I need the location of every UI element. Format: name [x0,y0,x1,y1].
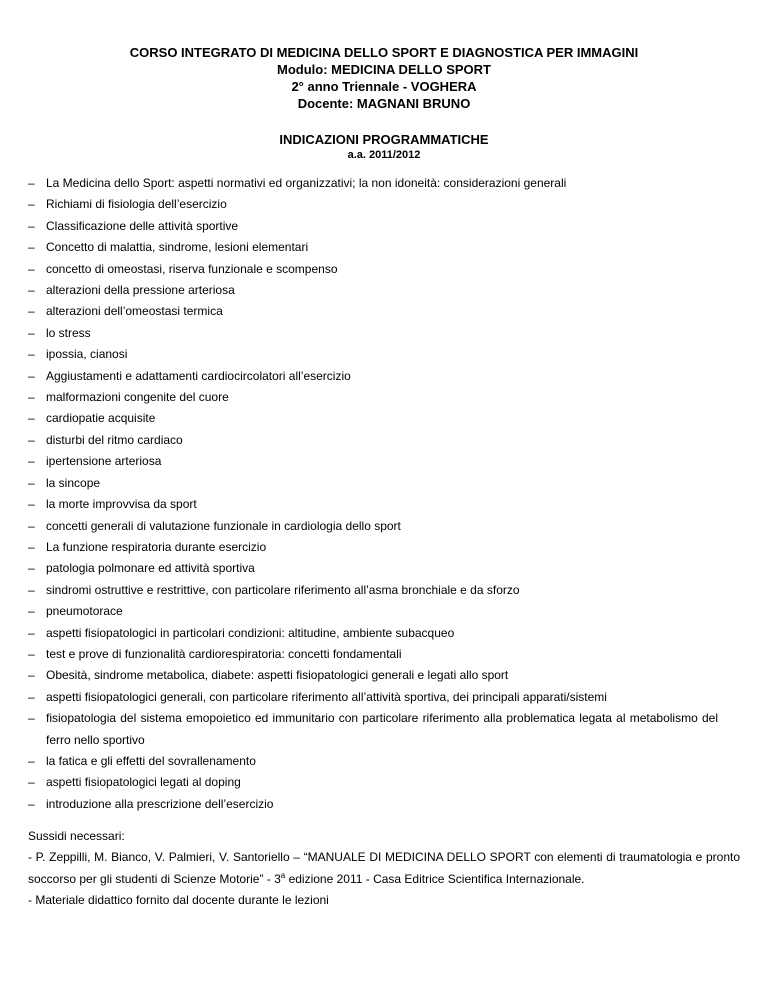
textbook-reference-text: - P. Zeppilli, M. Bianco, V. Palmieri, V. Santoriello – “MANUALE DI MEDICINA DELLO SPORT con elementi di traumatologia e pronto soccorso per gli studenti di Scienze Motorie” - 3 [28,850,740,886]
dash-bullet: – [28,518,35,533]
list-item-text: patologia polmonare ed attività sportiva [46,561,255,576]
list-item-text: La funzione respiratoria durante esercizio [46,539,267,554]
teacher-name: Docente: MAGNANI BRUNO [297,96,471,111]
course-header [0,44,768,112]
list-item-text: La Medicina dello Sport: aspetti normativi ed organizzativi; la non idoneità: considerazioni generali [46,176,567,190]
topic-list [28,173,718,815]
list-item-text: alterazioni della pressione arteriosa [46,283,235,298]
dash-bullet: – [28,432,35,447]
list-item-text: alterazioni dell’omeostasi termica [46,304,223,319]
textbook-reference [28,847,740,890]
list-item [28,558,718,579]
dash-bullet: – [28,390,35,405]
list-item [28,259,718,280]
list-item-text: aspetti fisiopatologici generali, con particolare riferimento all’attività sportiva, dei principali apparati/sistemi [46,689,607,704]
dash-bullet: – [28,646,35,661]
dash-bullet: – [28,240,35,255]
list-item [28,323,718,344]
dash-bullet: – [28,775,35,790]
list-item [28,408,718,429]
list-item-text: Obesità, sindrome metabolica, diabete: aspetti fisiopatologici generali e legati allo sport [46,668,509,683]
dash-bullet: – [28,261,35,276]
list-item [28,366,718,387]
list-item-text: Classificazione delle attività sportive [46,218,239,233]
academic-year: a.a. 2011/2012 [347,149,421,161]
list-item [28,623,718,644]
dash-bullet: – [28,475,35,490]
list-item [28,537,718,558]
list-item [28,430,718,451]
list-item-text: introduzione alla prescrizione dell’esercizio [46,796,274,811]
list-item [28,237,718,258]
list-item-text: cardiopatie acquisite [46,411,156,426]
list-item-text: ipertensione arteriosa [46,454,162,469]
list-item [28,344,718,365]
list-item [28,772,718,793]
teaching-material-reference: - Materiale didattico fornito dal docente durante le lezioni [28,893,329,908]
resources-section [28,826,740,912]
list-item-text: la morte improvvisa da sport [46,497,197,512]
edition-superscript: a [280,870,286,880]
list-item-text: malformazioni congenite del cuore [46,390,229,405]
list-item [28,687,718,708]
dash-bullet: – [28,582,35,597]
list-item [28,173,718,194]
list-item [28,280,718,301]
dash-bullet: – [28,753,35,768]
list-item-text: Aggiustamenti e adattamenti cardiocircolatori all’esercizio [46,368,351,383]
list-item [28,194,718,215]
list-item-text: test e prove di funzionalità cardiorespiratoria: concetti fondamentali [46,646,402,661]
dash-bullet: – [28,497,35,512]
list-item [28,494,718,515]
dash-bullet: – [28,325,35,340]
list-item [28,665,718,686]
list-item [28,301,718,322]
list-item-text: aspetti fisiopatologici in particolari condizioni: altitudine, ambiente subacqueo [46,625,455,640]
list-item [28,644,718,665]
list-item [28,451,718,472]
year-location: 2° anno Triennale - VOGHERA [291,79,477,94]
list-item [28,794,718,815]
dash-bullet: – [28,176,35,190]
dash-bullet: – [28,347,35,362]
dash-bullet: – [28,368,35,383]
dash-bullet: – [28,218,35,233]
dash-bullet: – [28,796,35,811]
list-item-text: la fatica e gli effetti del sovrallenamento [46,753,256,768]
course-title: CORSO INTEGRATO DI MEDICINA DELLO SPORT E DIAGNOSTICA PER IMMAGINI [129,45,639,60]
list-item [28,216,718,237]
module-title: Modulo: MEDICINA DELLO SPORT [277,62,491,77]
resources-heading: Sussidi necessari: [28,829,125,843]
list-item [28,473,718,494]
program-subheader [0,131,768,163]
list-item [28,708,718,751]
dash-bullet: – [28,454,35,469]
list-item-text: fisiopatologia del sistema emopoietico ed immunitario con particolare riferimento alla problematica legata al metabolismo del ferro nello sportivo [46,711,718,747]
list-item-text: Richiami di fisiologia dell’esercizio [46,197,227,212]
dash-bullet: – [28,539,35,554]
dash-bullet: – [28,304,35,319]
list-item [28,580,718,601]
dash-bullet: – [28,561,35,576]
dash-bullet: – [28,411,35,426]
list-item-text: pneumotorace [46,604,123,619]
list-item-text: disturbi del ritmo cardiaco [46,432,183,447]
list-item-text: lo stress [46,325,91,340]
list-item-text: concetti generali di valutazione funzionale in cardiologia dello sport [46,518,401,533]
program-title: INDICAZIONI PROGRAMMATICHE [279,132,489,147]
textbook-reference-end: edizione 2011 - Casa Editrice Scientifica Internazionale. [285,871,585,886]
dash-bullet: – [28,689,35,704]
list-item [28,601,718,622]
list-item [28,516,718,537]
list-item-text: Concetto di malattia, sindrome, lesioni elementari [46,240,309,255]
dash-bullet: – [28,283,35,298]
dash-bullet: – [28,604,35,619]
dash-bullet: – [28,625,35,640]
list-item-text: sindromi ostruttive e restrittive, con particolare riferimento all’asma bronchiale e da sforzo [46,582,520,597]
dash-bullet: – [28,711,35,726]
list-item-text: ipossia, cianosi [46,347,128,362]
dash-bullet: – [28,668,35,683]
list-item-text: aspetti fisiopatologici legati al doping [46,775,241,790]
list-item-text: concetto di omeostasi, riserva funzionale e scompenso [46,261,338,276]
dash-bullet: – [28,197,35,212]
list-item [28,751,718,772]
list-item-text: la sincope [46,475,101,490]
list-item [28,387,718,408]
